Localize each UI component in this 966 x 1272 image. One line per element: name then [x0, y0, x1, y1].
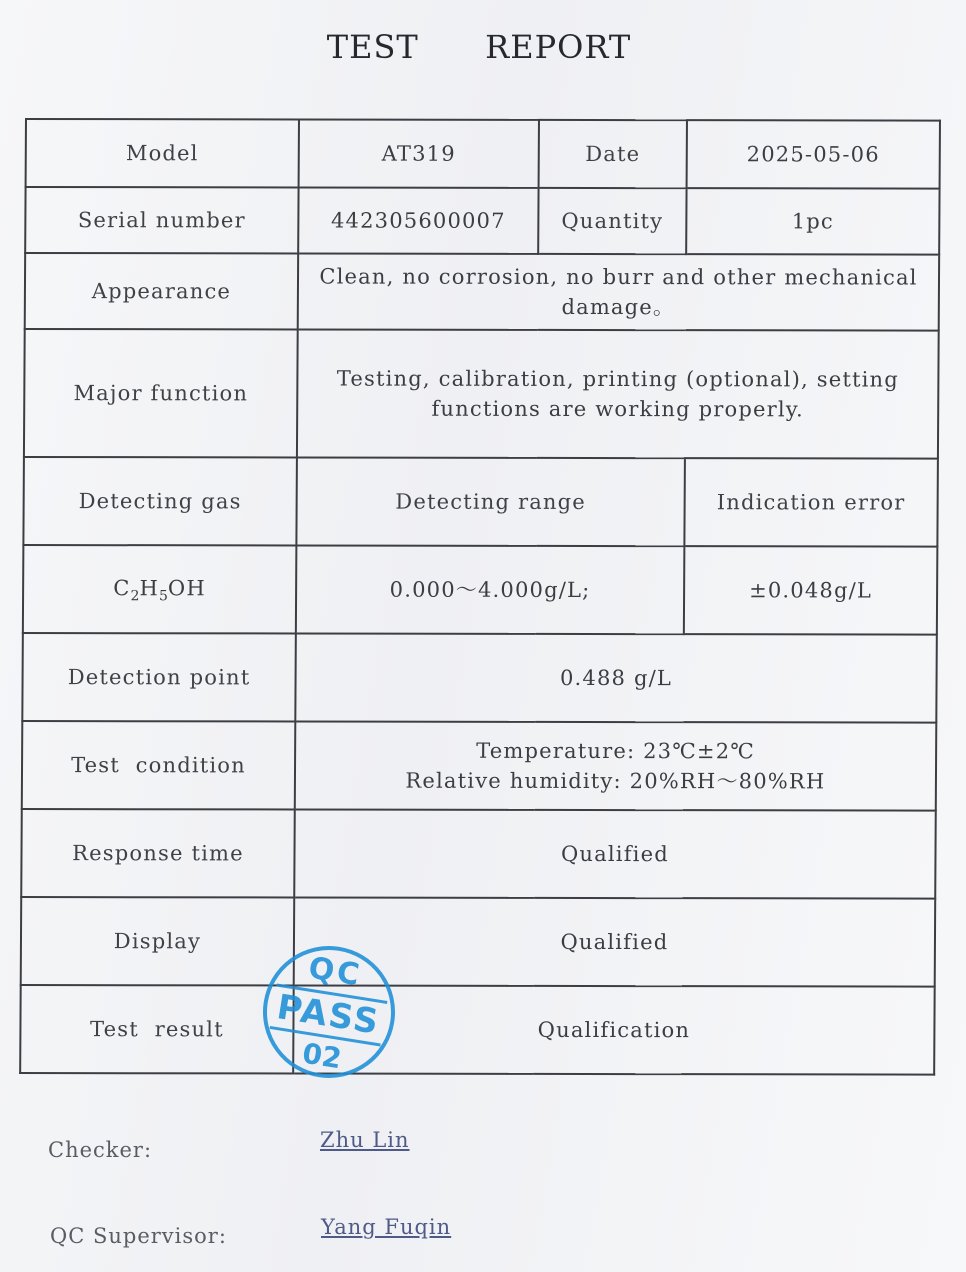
- test-result-label: Test result: [20, 985, 294, 1073]
- major-function-label: Major function: [24, 329, 298, 457]
- detecting-range-header: Detecting range: [296, 457, 685, 546]
- table-row: [20, 985, 935, 1075]
- stamp-qc-text: QC: [306, 950, 365, 994]
- table-row: [25, 253, 939, 331]
- checker-name: Zhu Lin: [320, 1128, 410, 1152]
- stamp-number-text: 02: [300, 1036, 344, 1076]
- quantity-value: 1pc: [686, 188, 939, 254]
- table-row: [22, 633, 937, 723]
- formula-sub-5: 5: [158, 587, 168, 604]
- detecting-gas-header: Detecting gas: [23, 457, 297, 545]
- detection-point-value: 0.488 g/L: [295, 633, 937, 722]
- report-title: TEST REPORT: [326, 28, 632, 66]
- formula-sub-2: 2: [130, 587, 140, 604]
- table-row: [23, 545, 938, 635]
- formula-c: C: [113, 575, 131, 600]
- display-value: Qualified: [294, 897, 936, 986]
- table-row: [21, 809, 936, 899]
- table-row: [24, 329, 939, 459]
- supervisor-label: QC Supervisor:: [50, 1224, 227, 1248]
- appearance-value: Clean, no corrosion, no burr and other mechanical damage。: [298, 253, 939, 330]
- supervisor-name: Yang Fuqin: [321, 1215, 452, 1239]
- model-value: AT319: [299, 119, 539, 187]
- model-label: Model: [26, 119, 299, 187]
- test-condition-value: [295, 721, 937, 810]
- table-row: [26, 119, 940, 189]
- report-table: [19, 118, 941, 1076]
- table-row: [21, 897, 936, 987]
- table-row: [23, 457, 938, 547]
- major-function-value: Testing, calibration, printing (optional), setting functions are working properly.: [297, 329, 939, 458]
- display-label: Display: [21, 897, 295, 985]
- table-row: [22, 721, 937, 811]
- date-value: 2025-05-06: [687, 120, 940, 188]
- formula-h: H: [139, 575, 160, 600]
- formula-oh: OH: [167, 575, 206, 600]
- checker-label: Checker:: [48, 1138, 153, 1162]
- test-condition-label: Test condition: [22, 721, 296, 809]
- serial-value: 442305600007: [298, 187, 538, 253]
- detecting-range-value: 0.000～4.000g/L;: [296, 545, 685, 634]
- table-row: [25, 187, 939, 255]
- stamp-pass-text: PASS: [270, 983, 388, 1046]
- indication-error-value: ±0.048g/L: [684, 546, 938, 634]
- test-result-value: Qualification: [293, 985, 935, 1074]
- detection-point-label: Detection point: [22, 633, 296, 721]
- indication-error-header: Indication error: [684, 458, 938, 546]
- humidity-text: Relative humidity: 20%RH～80%RH: [405, 768, 826, 794]
- quantity-label: Quantity: [538, 188, 686, 254]
- date-label: Date: [539, 120, 687, 188]
- serial-label: Serial number: [25, 187, 298, 253]
- response-time-label: Response time: [21, 809, 295, 897]
- response-time-value: Qualified: [294, 809, 936, 898]
- temperature-text: Temperature: 23℃±2℃: [476, 738, 756, 764]
- gas-formula: [23, 545, 297, 633]
- appearance-label: Appearance: [25, 253, 298, 329]
